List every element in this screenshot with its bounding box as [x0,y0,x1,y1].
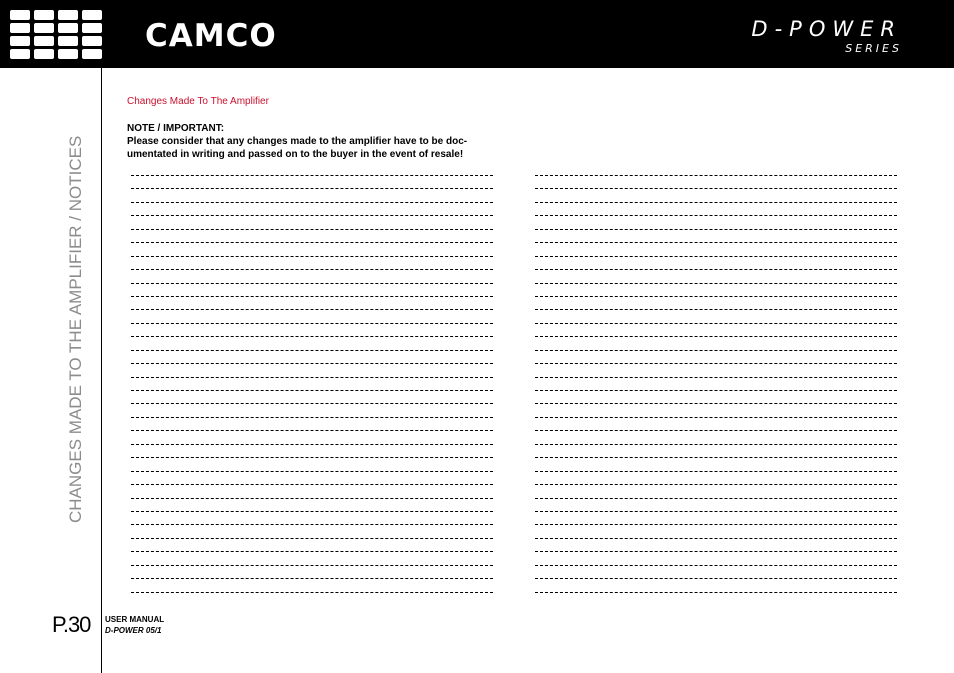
footer-manual-label: USER MANUAL [105,615,165,624]
writing-line [535,426,897,439]
writing-line [131,332,493,345]
writing-line [535,386,897,399]
writing-line [131,399,493,412]
writing-line [535,534,897,547]
writing-line [535,198,897,211]
writing-line [535,547,897,560]
writing-line [535,574,897,587]
series-title: D-POWER [751,17,902,41]
writing-line [131,440,493,453]
writing-line [535,467,897,480]
writing-line [535,319,897,332]
writing-line [535,494,897,507]
logo-grid-cell [34,49,54,59]
logo-grid-icon [10,10,102,59]
notes-lines-right [535,171,897,601]
writing-line [131,373,493,386]
writing-line [535,480,897,493]
writing-line [131,292,493,305]
writing-line [131,225,493,238]
writing-line [131,413,493,426]
series-subtitle: SERIES [845,42,902,55]
writing-line [131,198,493,211]
logo-grid-cell [10,36,30,46]
note-body: Please consider that any changes made to the amplifier have to be doc-umentated in writing and passed on to the buyer in the event of resale! [127,136,468,160]
writing-line [535,520,897,533]
writing-line [535,440,897,453]
section-title: Changes Made To The Amplifier [127,96,269,107]
writing-line [535,373,897,386]
writing-line [131,494,493,507]
logo-grid-cell [34,10,54,20]
writing-line [535,252,897,265]
writing-line [131,480,493,493]
logo-grid-cell [58,10,78,20]
writing-line [535,171,897,184]
writing-line [131,211,493,224]
writing-line [535,359,897,372]
logo-grid-cell [34,36,54,46]
writing-line [131,588,493,601]
logo-grid-cell [58,49,78,59]
writing-line [131,184,493,197]
writing-line [131,467,493,480]
writing-line [131,319,493,332]
logo-grid-cell [58,23,78,33]
writing-line [535,238,897,251]
note-heading: NOTE / IMPORTANT: [127,123,225,134]
writing-line [535,413,897,426]
writing-line [131,453,493,466]
logo-grid-cell [82,49,102,59]
writing-line [535,265,897,278]
footer-version-label: D-POWER 05/1 [105,626,162,635]
logo-grid-cell [10,23,30,33]
writing-line [131,359,493,372]
writing-line [535,332,897,345]
writing-line [535,561,897,574]
vertical-section-title: CHANGES MADE TO THE AMPLIFIER / NOTICES [66,135,85,523]
writing-line [535,211,897,224]
writing-line [535,279,897,292]
writing-line [131,574,493,587]
writing-line [131,520,493,533]
writing-line [131,305,493,318]
logo-grid-cell [82,10,102,20]
writing-line [131,386,493,399]
writing-line [131,265,493,278]
writing-line [535,453,897,466]
writing-line [131,171,493,184]
writing-line [535,346,897,359]
writing-line [131,561,493,574]
writing-line [131,426,493,439]
logo-grid-cell [58,36,78,46]
writing-line [131,346,493,359]
writing-line [535,225,897,238]
header-bar [0,0,954,68]
writing-line [535,292,897,305]
page-number: P.30 [52,612,91,637]
writing-line [535,305,897,318]
sidebar-divider [101,68,102,673]
writing-line [131,534,493,547]
writing-line [131,507,493,520]
logo-grid-cell [34,23,54,33]
notes-lines-left [131,171,493,601]
logo-grid-cell [82,23,102,33]
logo-grid-cell [82,36,102,46]
writing-line [535,507,897,520]
writing-line [535,184,897,197]
writing-line [131,252,493,265]
logo-grid-cell [10,10,30,20]
writing-line [131,238,493,251]
logo-grid-cell [10,49,30,59]
writing-line [535,588,897,601]
writing-line [535,399,897,412]
writing-line [131,279,493,292]
brand-logo: CAMCO [145,18,277,54]
writing-line [131,547,493,560]
